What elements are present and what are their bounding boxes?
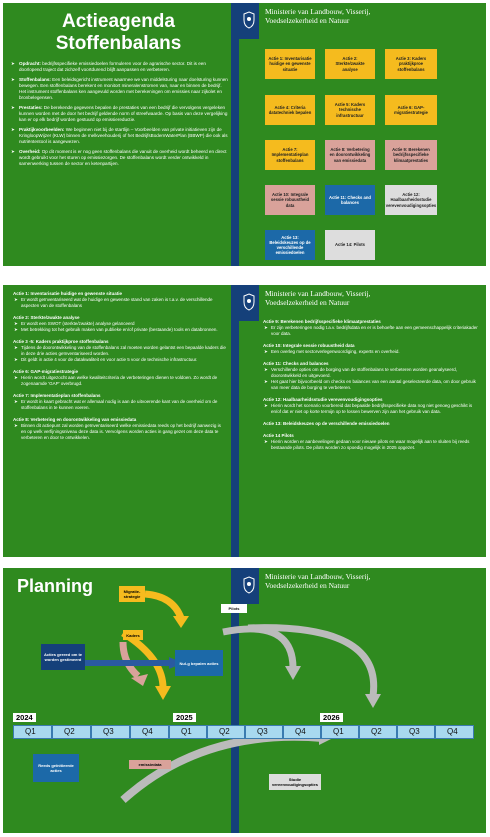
arrow-yellow-1 bbox=[145, 594, 181, 618]
slide-actie-toelichting bbox=[3, 285, 486, 557]
action-item: ➤ Het gaat hier bijvoorbeeld om checks en balances van een aantal geselecteerde data, om door gebruik van meer data de borging te verbeteren. bbox=[263, 379, 481, 391]
box-reeds-geinitieerd: Reeds geïnitieerde acties bbox=[33, 754, 79, 782]
bullet-praktijkvoorbeelden: ➤ Praktijkvoorbeelden: We beginnen niet bij de startlijn – Voorbeelden van private initiatieven zijn de KringloopWijzer (KLW) binnen de melkveehouderij of het BedrijfsBodemWaterPlan (BBWP) die ook als nutriëntentool is aangewezen. bbox=[11, 127, 229, 145]
arrow-grey-head-2 bbox=[365, 694, 381, 708]
slide-title: Actieagenda Stoffenbalans bbox=[55, 11, 182, 54]
crest-icon bbox=[239, 3, 259, 39]
action-heading: Actie 9: Berekenen bedrijfsspecifieke klimaatprestaties bbox=[263, 319, 381, 324]
quarter-cell: Q4 bbox=[130, 725, 169, 739]
quarter-cell: Q4 bbox=[435, 725, 474, 739]
action-item: ➤ Tijdens de doorontwikkeling van de stoffenbalans zal moeten worden gelantst een bepaalde kaders die in deze drie acties geïnventariseerd worden. bbox=[13, 345, 227, 357]
ministry-logo-text: Ministerie van Landbouw, Visserij, Voedselzekerheid en Natuur bbox=[265, 7, 371, 25]
quarter-cell: Q3 bbox=[91, 725, 130, 739]
action-box-11: Actie 11: Checks and balances bbox=[325, 185, 375, 215]
bullet-overheid: ➤ Overheid: Op dit moment is er nog geen stoffenbalans die vanuit de overheid wordt beheerd en direct wordt gebruikt voor het sturen op emissiezorgen. De stoffenbalans wordt verder ontwikkeld in samenwerking tussen de sector en ketenpartijen. bbox=[11, 149, 229, 167]
action-heading: Actie 1: Inventarisatie huidige en gewenste situatie bbox=[13, 291, 123, 296]
quarter-cell: Q3 bbox=[397, 725, 435, 739]
quarter-cell: Q1 bbox=[13, 725, 52, 739]
ministry-logo-text: Ministerie van Landbouw, Visserij, Voedselzekerheid en Natuur bbox=[265, 289, 371, 307]
quarter-cell: Q1 bbox=[169, 725, 207, 739]
quarter-cell: Q2 bbox=[359, 725, 397, 739]
action-box-1: Actie 1: Inventarisatie huidige en gewenste situatie bbox=[265, 49, 315, 79]
arrow-yellow-head-1 bbox=[173, 616, 189, 628]
intro-bullet-list bbox=[11, 61, 229, 171]
arrow-grey-1 bbox=[223, 629, 293, 668]
year-label-2026: 2026 bbox=[320, 713, 343, 722]
quarter-cell: Q4 bbox=[283, 725, 321, 739]
action-heading: Actie 10: Integrale sessie robuustheid data bbox=[263, 343, 355, 348]
box-acties-gereed: Acties gereed om te worden gestimeerd bbox=[41, 644, 85, 670]
action-heading: Actie 2: Sterkte/zwakte analyse bbox=[13, 315, 80, 320]
action-heading: Actie 11: Checks and balances bbox=[263, 361, 329, 366]
quarter-cell: Q3 bbox=[245, 725, 283, 739]
action-item: ➤ Er wordt een SWOT (sterkte/zwakte) analyse gelanceerd bbox=[13, 321, 227, 327]
action-item: ➤ Hierin wordt uitgezocht aan welke kwaliteitcriteria de verbeteringen dienen te voldoen. Zo wordt de zogenaamde 'GAP' overbrugd. bbox=[13, 375, 227, 387]
bullet-stoffenbalans: ➤ Stoffenbalans: Een beleidsgericht instrument waarmee we van middelsturing naar doelsturing kunnen bewegen. Een stoffenbalans berekent en monitort mineralenstromen van, naar en binnen de bedrijf. Het instrument stoffenbalans ken aangevuld worden met berekeningen om emissies naar zijkolet en bronbelegensen. bbox=[11, 77, 229, 101]
action-box-9: Actie 9: Berekenen bedrijfsspecifieke klimaatprestaties bbox=[385, 140, 437, 170]
action-box-12: Actie 12: Haalbaarheidsstudie verevenvoudigingsopties bbox=[385, 185, 437, 215]
slide-planning bbox=[3, 568, 486, 833]
box-emissiedata: emissiedata bbox=[129, 760, 171, 769]
action-heading: Actie 7: Implementatieplan stoffenbalans bbox=[13, 393, 101, 398]
quarter-cell: Q1 bbox=[321, 725, 359, 739]
action-item: ➤ Met betrekking tot het gebruik maken van publieke en/of private (bestaande) tools en databronnen. bbox=[13, 327, 227, 333]
action-box-6: Actie 6: GAP-migratiestrategie bbox=[385, 95, 437, 125]
action-item: ➤ Verschillende opties om de borging van de stoffenbalans te verbeteren worden geanalyseerd, doorontwikkeld en uitgevoerd. bbox=[263, 367, 481, 379]
crest-icon bbox=[239, 285, 259, 321]
box-kaders: Kaders bbox=[123, 630, 143, 640]
action-box-3: Actie 3: Kaders praktijkproe stoffenbalans bbox=[385, 49, 437, 79]
action-heading: Actie 12: Haalbaarheidsstudie verevenvoudigingsopties bbox=[263, 397, 383, 402]
quarter-cell: Q2 bbox=[207, 725, 245, 739]
action-item: ➤ Een overleg met sectorverlegenwoordiging, experts en overheid. bbox=[263, 349, 481, 355]
arrow-grey-head-1 bbox=[285, 666, 301, 680]
action-heading: Actie 13: Beleidskeuzes op de verschillende emissiedoelen bbox=[263, 421, 390, 426]
action-item: ➤ Hierin worden er aanbevelingen gedaan voor nieuwe pilots en waar mogelijk aan te sluiten bij reeds bestaande pilots. De pilots worden zo spoedig mogelijk in 2025 opgezet. bbox=[263, 439, 481, 451]
box-migratie-strategie: Migratie-strategie bbox=[119, 586, 145, 602]
box-studie-vereenvoudiging: Studie vereenvoudigingsopties bbox=[269, 774, 321, 790]
ministry-logo-text: Ministerie van Landbouw, Visserij, Voedselzekerheid en Natuur bbox=[265, 572, 371, 590]
box-pilots: Pilots bbox=[221, 604, 247, 613]
action-heading: Actie 8: Verbetering en doorontwikkeling van emissiedata bbox=[13, 417, 137, 422]
bullet-opdracht: ➤ Opdracht: bedrijfsspecifieke emissiedoelen formuleren voor de agrarische sector. Dit is een doorlopend traject dat zichzelf voortdurend blijft aanpassen en verbeteren. bbox=[11, 61, 229, 73]
action-item: ➤ Hierin wordt het scenario voorbereid dat bepaalde bedrijfsspecifieke data nog niet genoeg geschikt is en/of dat er niet op korte termijn op te lossen bewerven zijn aan het gebruik van data. bbox=[263, 403, 481, 415]
action-item: ➤ Binnen dit actiepunt zal worden geïnventariseerd welke emissiedata reeds op het bedrijf aanwezig is en op welk verfijningsniveau deze data is. Vervolgens worden acties in gang gezet om deze data te verbeteren en door te ontwikkelen. bbox=[13, 423, 227, 441]
quarter-timeline bbox=[13, 725, 474, 739]
bullet-prestaties: ➤ Prestaties: De berekende gegevens bepalen de prestaties van een bedrijf die vervolgens vergeleken kunnen worden met de door het bedrijf geldende norm of streefwaarde. Op basis van deze vergelijking kan er op elk bedrijf worden gestuurd op emissiereductie. bbox=[11, 105, 229, 123]
action-heading: Actie 14 Pilots bbox=[263, 433, 294, 438]
action-notes-right bbox=[263, 313, 481, 451]
planning-title: Planning bbox=[17, 576, 93, 596]
arrow-pink bbox=[123, 642, 138, 676]
action-item: ➤ Er wordt in kaart gebracht wat er allemaal nodig is aan de uitvoerende kant van de overheid om de stoffenbalans in te kunnen voeren. bbox=[13, 399, 227, 411]
action-box-14: Actie 14: Pilots bbox=[325, 230, 375, 260]
arrow-grey-2 bbox=[248, 628, 374, 696]
action-notes-left bbox=[13, 285, 227, 441]
action-box-10: Actie 10: Integrale sessie robuustheid data bbox=[265, 185, 315, 215]
action-box-8: Actie 8: Verbetering en doorontwikkeling van emissiedata bbox=[325, 140, 375, 170]
action-box-5: Actie 5: Kaders technische infrastructuur bbox=[325, 95, 375, 125]
action-heading: Actie 6: GAP-migratiestrategie bbox=[13, 369, 79, 374]
year-label-2025: 2025 bbox=[173, 713, 196, 722]
quarter-cell: Q2 bbox=[52, 725, 91, 739]
action-item: ➤ Er wordt geïnventariseerd wat de huidige en gewenste stand van zaken is t.a.v. de verschillende aspecten van de stoffenbalans bbox=[13, 297, 227, 309]
gov-blue-bar bbox=[231, 285, 239, 557]
action-heading: Actie 3 -5: Kaders praktijkproe stoffenbalans bbox=[13, 339, 109, 344]
action-item: ➤ Er zijn verbeteringen nodig t.a.v. bedrijfsdata en er is behoefte aan een gemeenschappelijk criteriakader voor data. bbox=[263, 325, 481, 337]
action-box-7: Actie 7: Implementatieplan stoffenbalans bbox=[265, 140, 315, 170]
year-label-2024: 2024 bbox=[13, 713, 36, 722]
gov-blue-bar bbox=[231, 3, 239, 266]
slide-actieagenda bbox=[3, 3, 486, 266]
action-box-4: Actie 4: Criteria datatechniek bepalen bbox=[265, 95, 315, 125]
action-box-13: Actie 13: Beleidskeuzes op de verschillende emissiedoelen bbox=[265, 230, 315, 260]
action-box-2: Actie 2: Sterkte/zwakte analyse bbox=[325, 49, 375, 79]
box-nulg-bepalen: Nul-g bepalen acties bbox=[175, 650, 223, 676]
action-item: ➤ Dit geldt in actie 4 voor de datakwaliteit en voor actie 5 voor de technische infrastructuur. bbox=[13, 357, 227, 363]
arrow-yellow-head-2 bbox=[155, 686, 171, 700]
